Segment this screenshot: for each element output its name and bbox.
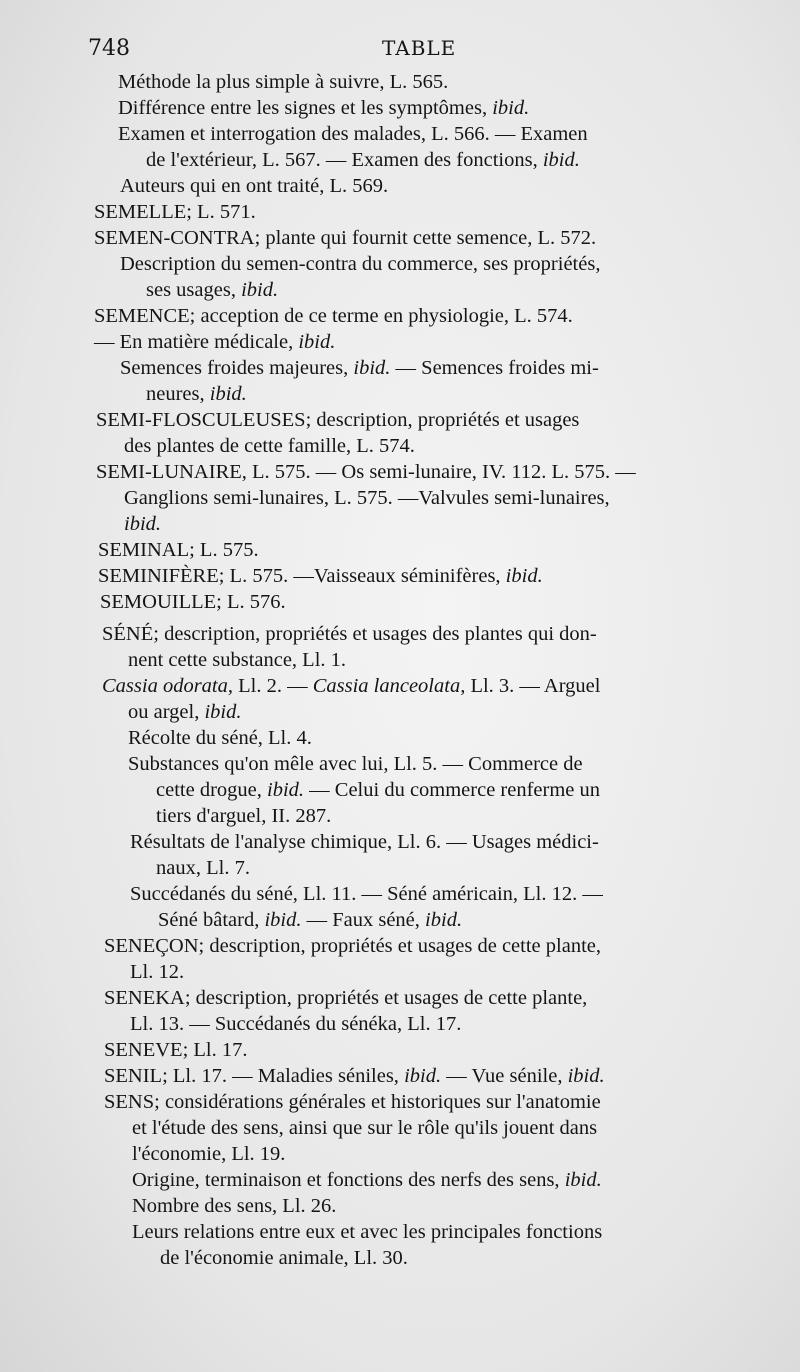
index-line: [120, 251, 600, 277]
text-run: SEMENCE; acception de ce terme en physiologie, L. 574.: [94, 305, 573, 327]
text-run: SEMINAL; L. 575.: [98, 539, 259, 561]
text-run: Ll. 2. —: [233, 675, 313, 697]
index-line: [124, 485, 610, 511]
index-line: [132, 1115, 597, 1141]
text-run: Ll. 3. — Arguel: [465, 675, 601, 697]
text-run: Ll. 13. — Succédanés du sénéka, Ll. 17.: [130, 1013, 462, 1035]
italic-text: ibid.: [425, 909, 463, 931]
text-run: SEMOUILLE; L. 576.: [100, 591, 286, 613]
index-line: [158, 907, 462, 933]
text-run: de l'économie animale, Ll. 30.: [160, 1247, 408, 1269]
index-line: [104, 1037, 248, 1063]
italic-text: ibid.: [564, 1169, 602, 1191]
index-line: [132, 1219, 602, 1245]
index-line: [130, 959, 184, 985]
italic-text: Cassia odorata,: [102, 675, 233, 697]
text-run: naux, Ll. 7.: [156, 857, 250, 879]
text-run: Séné bâtard,: [158, 909, 265, 931]
index-line: [98, 537, 259, 563]
italic-text: ibid.: [567, 1065, 605, 1087]
index-line: [124, 511, 161, 537]
text-run: ses usages,: [146, 279, 242, 301]
italic-text: ibid.: [124, 513, 162, 535]
text-run: SEMELLE; L. 571.: [94, 201, 256, 223]
text-run: — Faux séné,: [301, 909, 426, 931]
text-run: Description du semen-contra du commerce, ses propriétés,: [120, 253, 601, 275]
page-number: 748: [88, 36, 130, 61]
index-line: [96, 407, 579, 433]
text-run: — Vue sénile,: [441, 1065, 568, 1087]
index-line: [146, 147, 580, 173]
text-run: Origine, terminaison et fonctions des nerfs des sens,: [132, 1169, 565, 1191]
index-line: [128, 647, 346, 673]
text-run: de l'extérieur, L. 567. — Examen des fonctions,: [146, 149, 543, 171]
index-line: [94, 329, 335, 355]
index-line: [128, 699, 242, 725]
text-run: Succédanés du séné, Ll. 11. — Séné américain, Ll. 12. —: [130, 883, 603, 905]
italic-text: ibid.: [298, 331, 336, 353]
index-line: [128, 751, 583, 777]
text-run: Auteurs qui en ont traité, L. 569.: [120, 175, 389, 197]
text-run: SENIL; Ll. 17. — Maladies séniles,: [104, 1065, 405, 1087]
index-line: [94, 225, 596, 251]
italic-text: Cassia lanceolata,: [312, 675, 466, 697]
index-line: [132, 1193, 336, 1219]
index-line: [146, 277, 278, 303]
running-title: TABLE: [382, 36, 457, 60]
index-line: [102, 621, 597, 647]
index-line: [130, 1011, 461, 1037]
text-run: nent cette substance, Ll. 1.: [128, 649, 347, 671]
text-run: cette drogue,: [156, 779, 267, 801]
index-line: [124, 433, 415, 459]
text-run: SEMEN-CONTRA; plante qui fournit cette semence, L. 572.: [94, 227, 597, 249]
text-run: Nombre des sens, Ll. 26.: [132, 1195, 337, 1217]
index-line: [156, 777, 600, 803]
index-line: [118, 95, 529, 121]
text-run: — En matière médicale,: [94, 331, 299, 353]
index-line: [160, 1245, 408, 1271]
text-run: ou argel,: [128, 701, 205, 723]
index-line: [156, 855, 250, 881]
italic-text: ibid.: [542, 149, 580, 171]
index-line: [98, 563, 543, 589]
text-run: neures,: [146, 383, 210, 405]
index-line: [100, 589, 286, 615]
text-run: — Celui du commerce renferme un: [304, 779, 601, 801]
italic-text: ibid.: [353, 357, 391, 379]
text-run: l'économie, Ll. 19.: [132, 1143, 286, 1165]
text-run: tiers d'arguel, II. 287.: [156, 805, 332, 827]
index-line: [94, 303, 573, 329]
index-line: [118, 121, 588, 147]
italic-text: ibid.: [264, 909, 302, 931]
text-run: SENS; considérations générales et historiques sur l'anatomie: [104, 1091, 601, 1113]
page-header: [0, 36, 800, 66]
index-line: [132, 1167, 602, 1193]
index-line: [118, 69, 448, 95]
text-run: SENEKA; description, propriétés et usages de cette plante,: [104, 987, 588, 1009]
italic-text: ibid.: [209, 383, 247, 405]
text-run: Méthode la plus simple à suivre, L. 565.: [118, 71, 449, 93]
text-run: et l'étude des sens, ainsi que sur le rôle qu'ils jouent dans: [132, 1117, 598, 1139]
text-run: Récolte du séné, Ll. 4.: [128, 727, 312, 749]
text-run: Ganglions semi-lunaires, L. 575. —Valvules semi-lunaires,: [124, 487, 610, 509]
text-run: SEMINIFÈRE; L. 575. —Vaisseaux séminifères,: [98, 565, 506, 587]
italic-text: ibid.: [267, 779, 305, 801]
index-line: [104, 985, 587, 1011]
text-run: Résultats de l'analyse chimique, Ll. 6. — Usages médici-: [130, 831, 599, 853]
index-line: [104, 1089, 601, 1115]
text-run: Ll. 12.: [130, 961, 185, 983]
index-line: [96, 459, 636, 485]
index-line: [120, 173, 388, 199]
text-run: des plantes de cette famille, L. 574.: [124, 435, 415, 457]
text-run: SÉNÉ; description, propriétés et usages des plantes qui don-: [102, 623, 597, 645]
italic-text: ibid.: [241, 279, 279, 301]
index-line: [128, 725, 312, 751]
italic-text: ibid.: [492, 97, 530, 119]
text-run: Examen et interrogation des malades, L. 566. — Examen: [118, 123, 588, 145]
text-run: Différence entre les signes et les symptômes,: [118, 97, 493, 119]
index-line: [130, 829, 599, 855]
italic-text: ibid.: [505, 565, 543, 587]
italic-text: ibid.: [204, 701, 242, 723]
index-line: [102, 673, 600, 699]
index-line: [104, 1063, 605, 1089]
text-run: Leurs relations entre eux et avec les principales fonctions: [132, 1221, 603, 1243]
index-line: [130, 881, 603, 907]
text-run: — Semences froides mi-: [390, 357, 599, 379]
text-run: SENEVE; Ll. 17.: [104, 1039, 248, 1061]
index-line: [146, 381, 247, 407]
index-line: [104, 933, 601, 959]
text-run: Substances qu'on mêle avec lui, Ll. 5. — Commerce de: [128, 753, 583, 775]
text-run: SENEÇON; description, propriétés et usages de cette plante,: [104, 935, 601, 957]
index-line: [120, 355, 599, 381]
index-line: [132, 1141, 285, 1167]
text-run: SEMI-FLOSCULEUSES; description, propriétés et usages: [96, 409, 580, 431]
italic-text: ibid.: [404, 1065, 442, 1087]
text-run: Semences froides majeures,: [120, 357, 354, 379]
index-line: [94, 199, 256, 225]
index-line: [156, 803, 331, 829]
text-run: SEMI-LUNAIRE, L. 575. — Os semi-lunaire, IV. 112. L. 575. —: [96, 461, 636, 483]
